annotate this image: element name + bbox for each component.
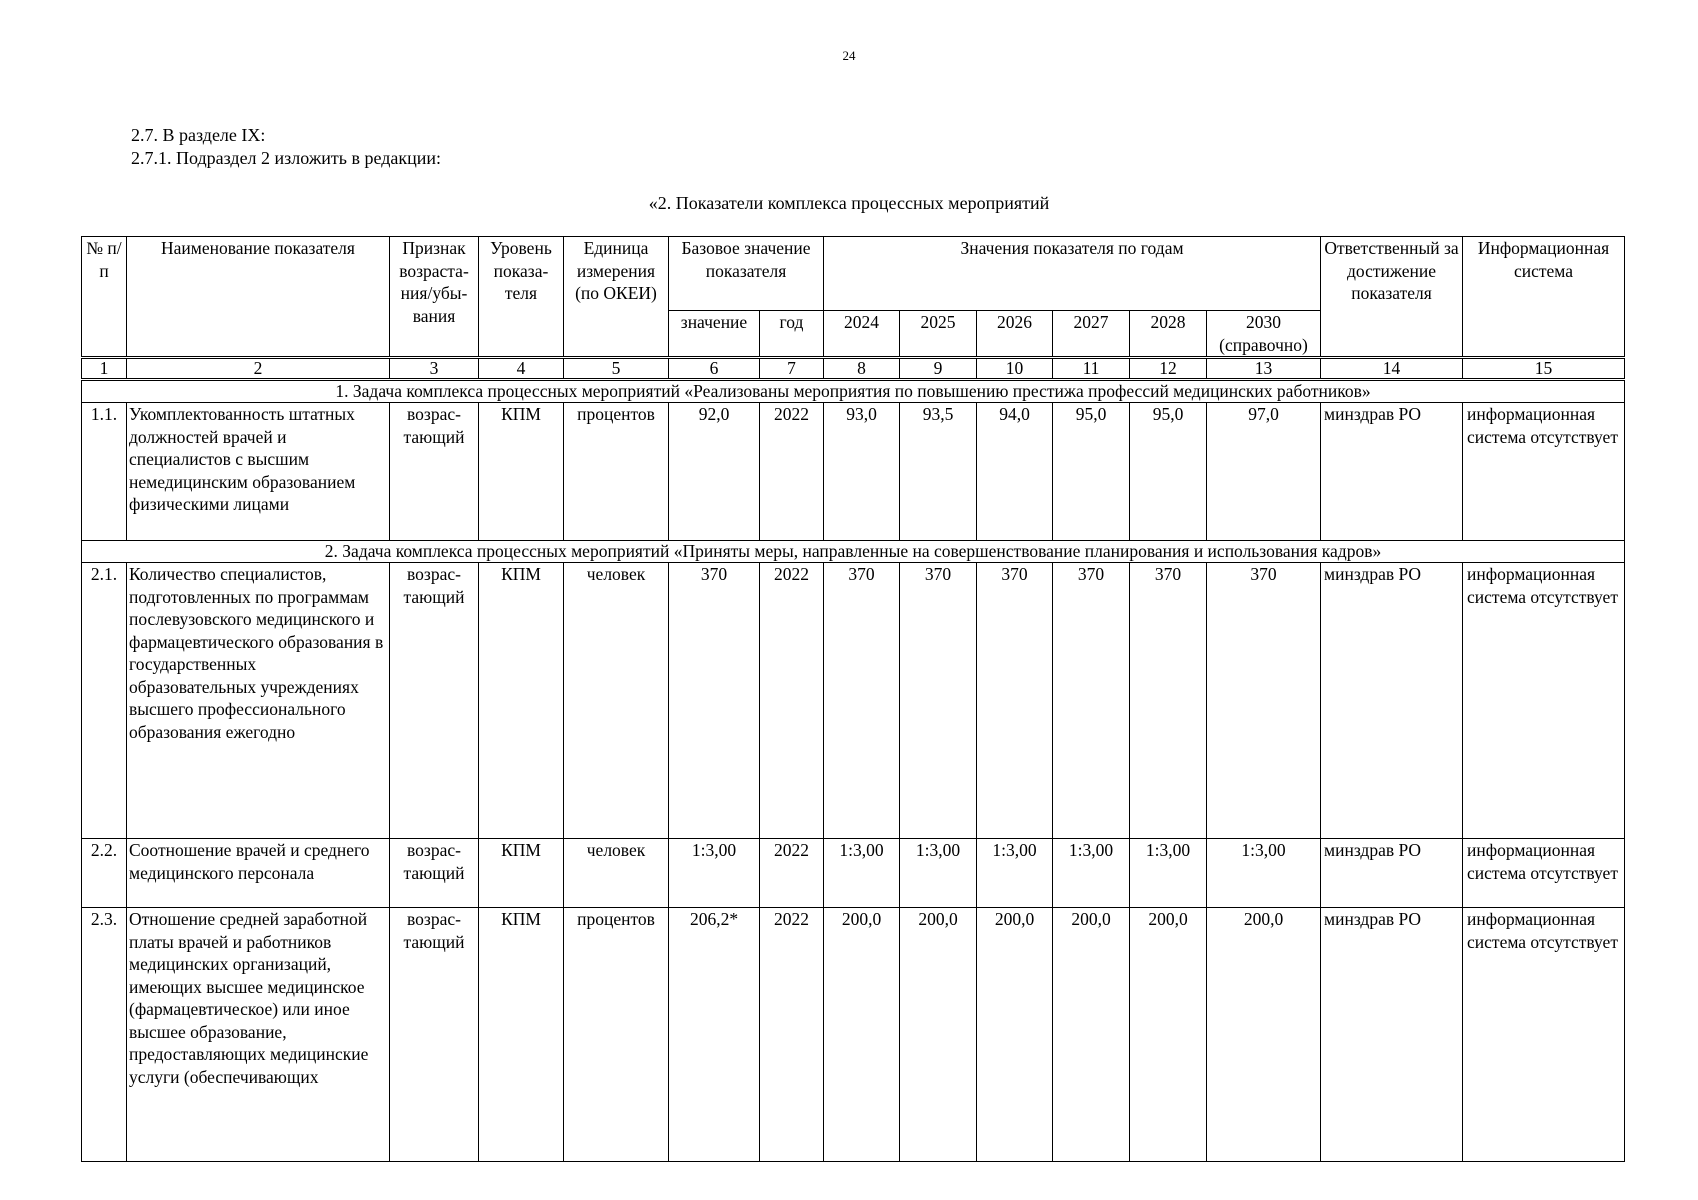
column-number: 11 xyxy=(1053,358,1130,380)
header-responsible: Ответственный за достижение показателя xyxy=(1321,237,1463,358)
row-value-2030: 1:3,00 xyxy=(1207,839,1321,908)
row-level: КПМ xyxy=(479,403,564,541)
header-year-2028: 2028 xyxy=(1130,311,1207,358)
row-name: Количество специалистов, подготовленных по программам послевузовского медицинского и фармацевтического образования в государственных образовательных учреждениях высшего профессионального образования ежегодно xyxy=(127,563,390,839)
header-base-year: год xyxy=(760,311,824,358)
column-number: 5 xyxy=(564,358,669,380)
row-num: 2.3. xyxy=(82,908,127,1162)
row-sign: возрас-тающий xyxy=(390,908,479,1162)
table-row xyxy=(82,908,1625,1162)
row-value-2028: 95,0 xyxy=(1130,403,1207,541)
column-number: 3 xyxy=(390,358,479,380)
column-number: 8 xyxy=(824,358,900,380)
row-value-2025: 370 xyxy=(900,563,977,839)
column-number: 7 xyxy=(760,358,824,380)
row-sign: возрас-тающий xyxy=(390,563,479,839)
row-value-2027: 1:3,00 xyxy=(1053,839,1130,908)
page-number: 24 xyxy=(842,48,856,63)
task-row-1 xyxy=(82,380,1625,403)
table-row xyxy=(82,403,1625,541)
row-value-2027: 200,0 xyxy=(1053,908,1130,1162)
row-base-year: 2022 xyxy=(760,908,824,1162)
header-year-2027: 2027 xyxy=(1053,311,1130,358)
header-year-2030: 2030 (справочно) xyxy=(1207,311,1321,358)
row-num: 1.1. xyxy=(82,403,127,541)
row-sign: возрас-тающий xyxy=(390,839,479,908)
row-num: 2.2. xyxy=(82,839,127,908)
row-unit: человек xyxy=(564,563,669,839)
row-value-2030: 200,0 xyxy=(1207,908,1321,1162)
header-sign: Признак возраста-ния/убы-вания xyxy=(390,237,479,358)
task-row-2 xyxy=(82,541,1625,563)
row-value-2028: 200,0 xyxy=(1130,908,1207,1162)
row-responsible: минздрав РО xyxy=(1321,563,1463,839)
row-unit: процентов xyxy=(564,908,669,1162)
row-unit: человек xyxy=(564,839,669,908)
row-value-2025: 1:3,00 xyxy=(900,839,977,908)
row-value-2025: 93,5 xyxy=(900,403,977,541)
table-row xyxy=(82,839,1625,908)
header-unit: Единица измерения (по ОКЕИ) xyxy=(564,237,669,358)
column-number: 13 xyxy=(1207,358,1321,380)
row-value-2028: 370 xyxy=(1130,563,1207,839)
intro-line-2: 2.7.1. Подраздел 2 изложить в редакции: xyxy=(131,148,442,168)
row-value-2024: 370 xyxy=(824,563,900,839)
header-base: Базовое значение показателя xyxy=(669,237,824,311)
row-value-2026: 1:3,00 xyxy=(977,839,1053,908)
row-responsible: минздрав РО xyxy=(1321,403,1463,541)
column-number: 14 xyxy=(1321,358,1463,380)
row-unit: процентов xyxy=(564,403,669,541)
header-system: Информационная система xyxy=(1463,237,1625,358)
row-name: Укомплектованность штатных должностей врачей и специалистов с высшим немедицинским образованием физическими лицами xyxy=(127,403,390,541)
column-number: 6 xyxy=(669,358,760,380)
column-number: 1 xyxy=(82,358,127,380)
header-values: Значения показателя по годам xyxy=(824,237,1321,311)
row-name: Отношение средней заработной платы врачей и работников медицинских организаций, имеющих высшее медицинское (фармацевтическое) или иное высшее образование, предоставляющих медицинские услуги (обеспечивающих xyxy=(127,908,390,1162)
row-num: 2.1. xyxy=(82,563,127,839)
row-value-2026: 370 xyxy=(977,563,1053,839)
header-base-value: значение xyxy=(669,311,760,358)
row-system: информационная система отсутствует xyxy=(1463,908,1625,1162)
column-number: 9 xyxy=(900,358,977,380)
column-number: 10 xyxy=(977,358,1053,380)
row-value-2025: 200,0 xyxy=(900,908,977,1162)
column-number: 15 xyxy=(1463,358,1625,380)
row-value-2024: 93,0 xyxy=(824,403,900,541)
intro-line-1: 2.7. В разделе IX: xyxy=(131,125,266,145)
row-level: КПМ xyxy=(479,908,564,1162)
row-name: Соотношение врачей и среднего медицинского персонала xyxy=(127,839,390,908)
row-sign: возрас-тающий xyxy=(390,403,479,541)
column-number: 2 xyxy=(127,358,390,380)
row-base-year: 2022 xyxy=(760,403,824,541)
row-value-2027: 95,0 xyxy=(1053,403,1130,541)
row-system: информационная система отсутствует xyxy=(1463,839,1625,908)
task-2-title: 2. Задача комплекса процессных мероприятий «Приняты меры, направленные на совершенствование планирования и использования кадров» xyxy=(82,541,1625,563)
row-responsible: минздрав РО xyxy=(1321,839,1463,908)
row-value-2024: 200,0 xyxy=(824,908,900,1162)
row-value-2026: 94,0 xyxy=(977,403,1053,541)
row-base-year: 2022 xyxy=(760,563,824,839)
table-title: «2. Показатели комплекса процессных мероприятий xyxy=(648,193,1050,213)
row-level: КПМ xyxy=(479,839,564,908)
row-base-year: 2022 xyxy=(760,839,824,908)
row-level: КПМ xyxy=(479,563,564,839)
row-system: информационная система отсутствует xyxy=(1463,403,1625,541)
row-base-value: 1:3,00 xyxy=(669,839,760,908)
row-responsible: минздрав РО xyxy=(1321,908,1463,1162)
header-year-2024: 2024 xyxy=(824,311,900,358)
header-year-2026: 2026 xyxy=(977,311,1053,358)
row-value-2027: 370 xyxy=(1053,563,1130,839)
column-number: 4 xyxy=(479,358,564,380)
indicators-table xyxy=(81,236,1625,1162)
task-1-title: 1. Задача комплекса процессных мероприятий «Реализованы мероприятия по повышению престижа профессий медицинских работников» xyxy=(82,380,1625,403)
row-base-value: 370 xyxy=(669,563,760,839)
row-value-2030: 97,0 xyxy=(1207,403,1321,541)
header-row-1 xyxy=(82,237,1625,311)
row-value-2026: 200,0 xyxy=(977,908,1053,1162)
table-row xyxy=(82,563,1625,839)
row-base-value: 92,0 xyxy=(669,403,760,541)
row-value-2028: 1:3,00 xyxy=(1130,839,1207,908)
header-level: Уровень показа-теля xyxy=(479,237,564,358)
header-year-2025: 2025 xyxy=(900,311,977,358)
column-number-row xyxy=(82,358,1625,380)
row-value-2030: 370 xyxy=(1207,563,1321,839)
header-num: № п/п xyxy=(82,237,127,358)
intro-text xyxy=(131,124,441,170)
header-name: Наименование показателя xyxy=(127,237,390,358)
column-number: 12 xyxy=(1130,358,1207,380)
row-system: информационная система отсутствует xyxy=(1463,563,1625,839)
row-value-2024: 1:3,00 xyxy=(824,839,900,908)
row-base-value: 206,2* xyxy=(669,908,760,1162)
